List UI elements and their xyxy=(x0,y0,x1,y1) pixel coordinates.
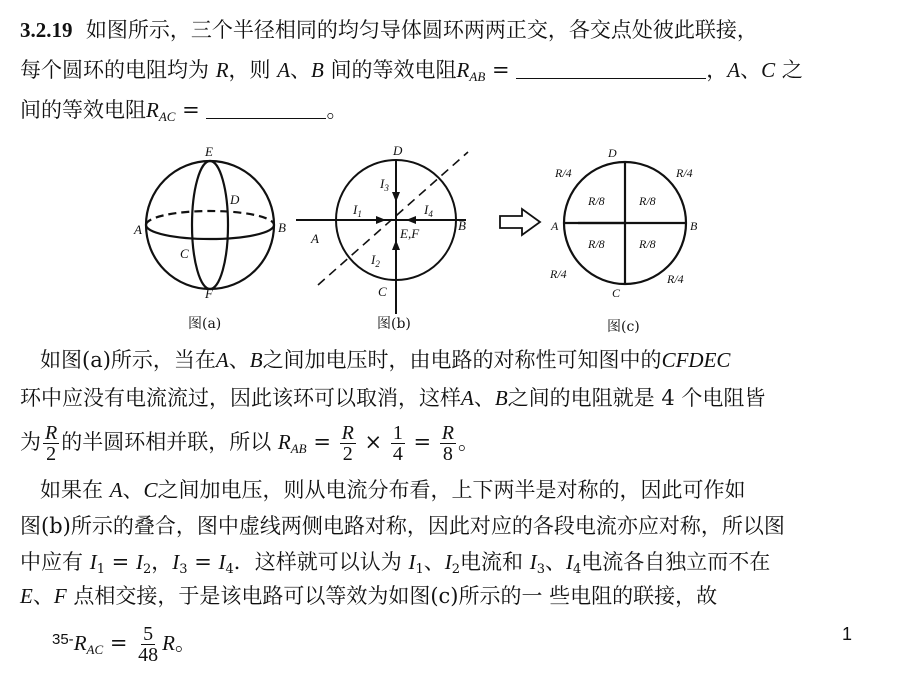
equals: = xyxy=(413,430,432,454)
problem-line-3 xyxy=(20,96,347,131)
den: 8 xyxy=(442,443,453,465)
equals: = xyxy=(182,98,200,122)
sep: 、 xyxy=(740,58,762,82)
var-A: A xyxy=(215,348,229,372)
label-E: E xyxy=(205,144,213,159)
solution-line-7 xyxy=(20,582,717,610)
var-C: C xyxy=(761,58,776,82)
problem-number: 3.2.19 xyxy=(20,18,73,42)
text: 如果在 xyxy=(40,478,103,502)
var-A: A xyxy=(277,58,291,82)
sub: 2 xyxy=(451,562,461,577)
var-I: I xyxy=(89,550,97,574)
equals: = xyxy=(491,58,510,82)
sub-AB: AB xyxy=(469,69,486,84)
resistor-R4-br: R/4 xyxy=(667,272,684,286)
text: ．这样就可以认为 xyxy=(233,550,402,574)
text: 之 xyxy=(781,58,803,82)
text: 之间加电压时，由电路的对称性可知图中的 xyxy=(262,348,662,372)
I: I xyxy=(353,202,358,217)
num: 5 xyxy=(143,623,154,645)
label-I4 xyxy=(423,202,433,219)
var-A: A xyxy=(461,386,474,410)
fraction-R-2b xyxy=(340,423,356,464)
sep: 、 xyxy=(32,584,54,608)
label-C-c: C xyxy=(612,286,621,300)
den: 48 xyxy=(138,644,159,666)
equals: = xyxy=(194,550,212,574)
I: I xyxy=(424,202,429,217)
solution-line-3 xyxy=(20,416,479,468)
text: 之间加电压，则从电流分布看，上下两半是对称的，因此可作如 xyxy=(157,478,746,502)
den: 2 xyxy=(342,443,353,465)
sub: 3 xyxy=(179,562,188,577)
text: 电流和 xyxy=(460,550,524,574)
equals: = xyxy=(111,550,130,574)
sub-AC: AC xyxy=(158,109,176,124)
text: 为 xyxy=(20,430,41,454)
sep: 、 xyxy=(423,550,445,574)
fraction-1-4 xyxy=(391,423,405,464)
num: R xyxy=(45,422,58,444)
text: 间的等效电阻 xyxy=(330,58,457,82)
sub: 1 xyxy=(415,562,424,577)
answer-blank-ac xyxy=(206,100,326,119)
text: 每个圆环的电阻均为 xyxy=(20,58,209,82)
var-R: R xyxy=(277,430,291,454)
caption-c: 图(c) xyxy=(607,319,640,335)
sub: 2 xyxy=(142,562,152,577)
arrow-I2 xyxy=(392,240,400,250)
sub: 4 xyxy=(573,562,582,577)
label-D-c: D xyxy=(608,146,617,160)
equals: = xyxy=(109,631,128,655)
sub: 1 xyxy=(357,209,362,219)
arrow-I4 xyxy=(406,216,416,224)
text: 电流各自独立而不在 xyxy=(581,550,771,574)
label-B-b: B xyxy=(458,218,466,233)
sep: 、 xyxy=(122,478,144,502)
resistor-R8-br: R/8 xyxy=(639,237,656,251)
label-F: F xyxy=(205,286,213,301)
label-B: B xyxy=(278,220,286,235)
resistor-R8-tl: R/8 xyxy=(588,194,605,208)
caption-b: 图(b) xyxy=(377,316,411,332)
var-E: E xyxy=(20,584,33,608)
arrow-I1 xyxy=(376,216,386,224)
var-A: A xyxy=(109,478,123,502)
sub: 3 xyxy=(536,562,545,577)
var-I: I xyxy=(172,550,180,574)
page-number-left: 35- xyxy=(52,631,74,648)
problem-line-1 xyxy=(20,16,758,44)
equals: = xyxy=(313,430,331,454)
period: 。 xyxy=(174,631,196,655)
text: 点相交接，于是该电路可以等效为如图(c)所示的一 些电阻的联接，故 xyxy=(73,584,718,608)
problem-line-2 xyxy=(20,56,803,91)
solution-line-2 xyxy=(20,384,765,412)
var-R: R xyxy=(146,98,159,122)
num: R xyxy=(341,422,354,444)
var-I: I xyxy=(566,550,573,574)
text: 如图(a)所示，当在 xyxy=(40,348,216,372)
label-C-b: C xyxy=(378,284,387,299)
resistor-R4-tl: R/4 xyxy=(555,166,572,180)
ring-outer xyxy=(146,161,274,289)
var-F: F xyxy=(53,584,67,608)
label-I2 xyxy=(370,252,380,269)
ring-horizontal-front xyxy=(146,225,274,239)
period: 。 xyxy=(326,98,348,122)
label-B-c: B xyxy=(690,219,698,233)
var-I: I xyxy=(135,550,143,574)
text: 环中应没有电流流过，因此该环可以取消，这样 xyxy=(20,386,461,410)
solution-line-4 xyxy=(40,476,746,504)
var-CFDEC: CFDEC xyxy=(661,348,731,372)
num: R xyxy=(441,422,455,444)
text: 中应有 xyxy=(20,550,83,574)
caption-a: 图(a) xyxy=(188,316,222,332)
sub: 2 xyxy=(375,259,380,269)
sep: 、 xyxy=(473,386,495,410)
fraction-R-8 xyxy=(440,423,456,464)
resistor-R4-bl: R/4 xyxy=(550,267,567,281)
symmetry-line xyxy=(318,152,468,285)
text: ，则 xyxy=(228,58,271,82)
answer-blank-ab xyxy=(516,60,706,79)
I: I xyxy=(380,176,385,191)
arrow-I3 xyxy=(392,192,400,202)
var-C: C xyxy=(143,478,158,502)
var-R: R xyxy=(162,631,175,655)
label-A: A xyxy=(134,222,142,237)
var-I: I xyxy=(444,550,452,574)
solution-line-1 xyxy=(40,346,730,374)
page-number: 1 xyxy=(841,624,852,644)
var-B: B xyxy=(494,386,508,410)
sub: 4 xyxy=(428,209,433,219)
comma: ， xyxy=(151,550,173,574)
var-A: A xyxy=(727,58,741,82)
var-B: B xyxy=(249,348,263,372)
sub-AC: AC xyxy=(86,642,104,657)
period: 。 xyxy=(458,430,480,454)
resistor-R8-tr: R/8 xyxy=(639,194,656,208)
label-D: D xyxy=(230,192,240,207)
text: 之间的电阻就是 4 个电阻皆 xyxy=(507,386,766,410)
sub: 1 xyxy=(96,562,105,577)
sep: 、 xyxy=(545,550,566,574)
sub: 3 xyxy=(384,183,389,193)
figures xyxy=(0,140,900,355)
fraction-R-2 xyxy=(43,423,59,464)
var-R: R xyxy=(456,58,470,82)
figure-a xyxy=(146,161,274,289)
text: 的半圆环相并联，所以 xyxy=(61,430,272,454)
den: 2 xyxy=(46,443,57,465)
sep: 、 xyxy=(228,348,250,372)
solution-line-8 xyxy=(52,614,196,666)
var-I: I xyxy=(408,550,416,574)
label-EF: E,F xyxy=(400,226,420,241)
solution-line-6 xyxy=(20,548,770,584)
problem-text-1: 如图所示，三个半径相同的均匀导体圆环两两正交，各交点处彼此联接， xyxy=(85,18,758,42)
equivalent-arrow-icon xyxy=(500,209,540,235)
comma: ， xyxy=(706,58,728,82)
sub: 4 xyxy=(225,562,234,577)
var-I: I xyxy=(218,550,226,574)
var-B: B xyxy=(311,58,324,82)
sub-AB: AB xyxy=(290,441,307,456)
ring-vertical xyxy=(192,161,228,289)
var-I: I xyxy=(529,550,537,574)
I: I xyxy=(371,252,376,267)
num: 1 xyxy=(392,422,403,444)
label-D-b: D xyxy=(393,143,403,158)
var-R: R xyxy=(73,631,87,655)
times: × xyxy=(364,430,383,454)
text: 间的等效电阻 xyxy=(20,98,146,122)
label-A-b: A xyxy=(311,231,319,246)
sep: 、 xyxy=(290,58,312,82)
label-I1 xyxy=(352,202,362,219)
resistor-R8-bl: R/8 xyxy=(588,237,605,251)
solution-line-5: 图(b)所示的叠合，图中虚线两侧电路对称，因此对应的各段电流亦应对称，所以图 xyxy=(20,514,785,538)
figure-c xyxy=(564,162,686,284)
resistor-R4-tr: R/4 xyxy=(676,166,693,180)
den: 4 xyxy=(392,443,403,465)
var-R: R xyxy=(215,58,229,82)
ring-horizontal-back xyxy=(146,211,274,225)
label-I3 xyxy=(379,176,389,193)
label-A-c: A xyxy=(551,219,559,233)
label-C: C xyxy=(180,246,189,261)
fraction-5-48 xyxy=(136,624,160,665)
